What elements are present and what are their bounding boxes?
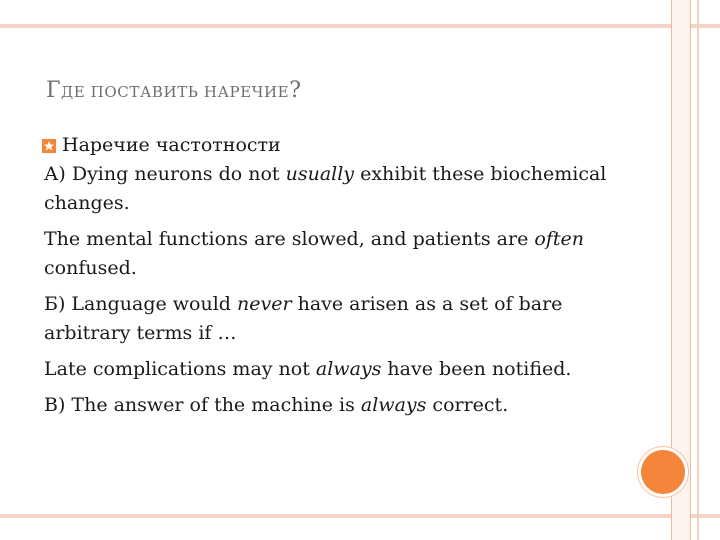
adverb-highlight: always bbox=[360, 394, 427, 416]
paragraph-text: Б) Language would bbox=[44, 293, 237, 315]
example-paragraph bbox=[44, 355, 634, 384]
paragraph-text: correct. bbox=[426, 394, 509, 416]
adverb-highlight: usually bbox=[285, 163, 355, 185]
title-smallcaps: ДЕ ПОСТАВИТЬ НАРЕЧИЕ bbox=[60, 83, 290, 101]
right-decorative-line bbox=[697, 0, 699, 540]
bullet-item bbox=[42, 131, 634, 160]
adverb-highlight: always bbox=[315, 358, 382, 380]
title-first-letter: Г bbox=[46, 78, 61, 103]
orange-circle-decoration bbox=[641, 450, 685, 494]
adverb-highlight: often bbox=[534, 228, 584, 250]
checkbox-star-icon bbox=[42, 139, 56, 153]
example-paragraph bbox=[44, 391, 634, 420]
adverb-highlight: never bbox=[237, 293, 292, 315]
bullet-text: Наречие частотности bbox=[62, 134, 281, 156]
paragraph-text: The mental functions are slowed, and patients are bbox=[44, 228, 535, 250]
paragraph-text: Late complications may not bbox=[44, 358, 316, 380]
slide-content bbox=[44, 131, 634, 427]
paragraph-text: confused. bbox=[44, 257, 137, 279]
example-paragraph bbox=[44, 290, 634, 348]
paragraph-text: А) Dying neurons do not bbox=[44, 163, 286, 185]
example-paragraph bbox=[44, 225, 634, 283]
top-border-line bbox=[0, 24, 720, 28]
paragraph-text: have arisen as a set of bare arbitrary terms if … bbox=[44, 293, 563, 344]
paragraph-text: exhibit these biochemical changes. bbox=[44, 163, 607, 214]
paragraph-text: have been notified. bbox=[381, 358, 572, 380]
example-paragraph bbox=[44, 160, 634, 218]
bottom-border-line bbox=[0, 514, 720, 518]
paragraph-text: В) The answer of the machine is bbox=[44, 394, 361, 416]
title-question-mark: ? bbox=[289, 78, 302, 103]
slide-title bbox=[46, 78, 301, 103]
